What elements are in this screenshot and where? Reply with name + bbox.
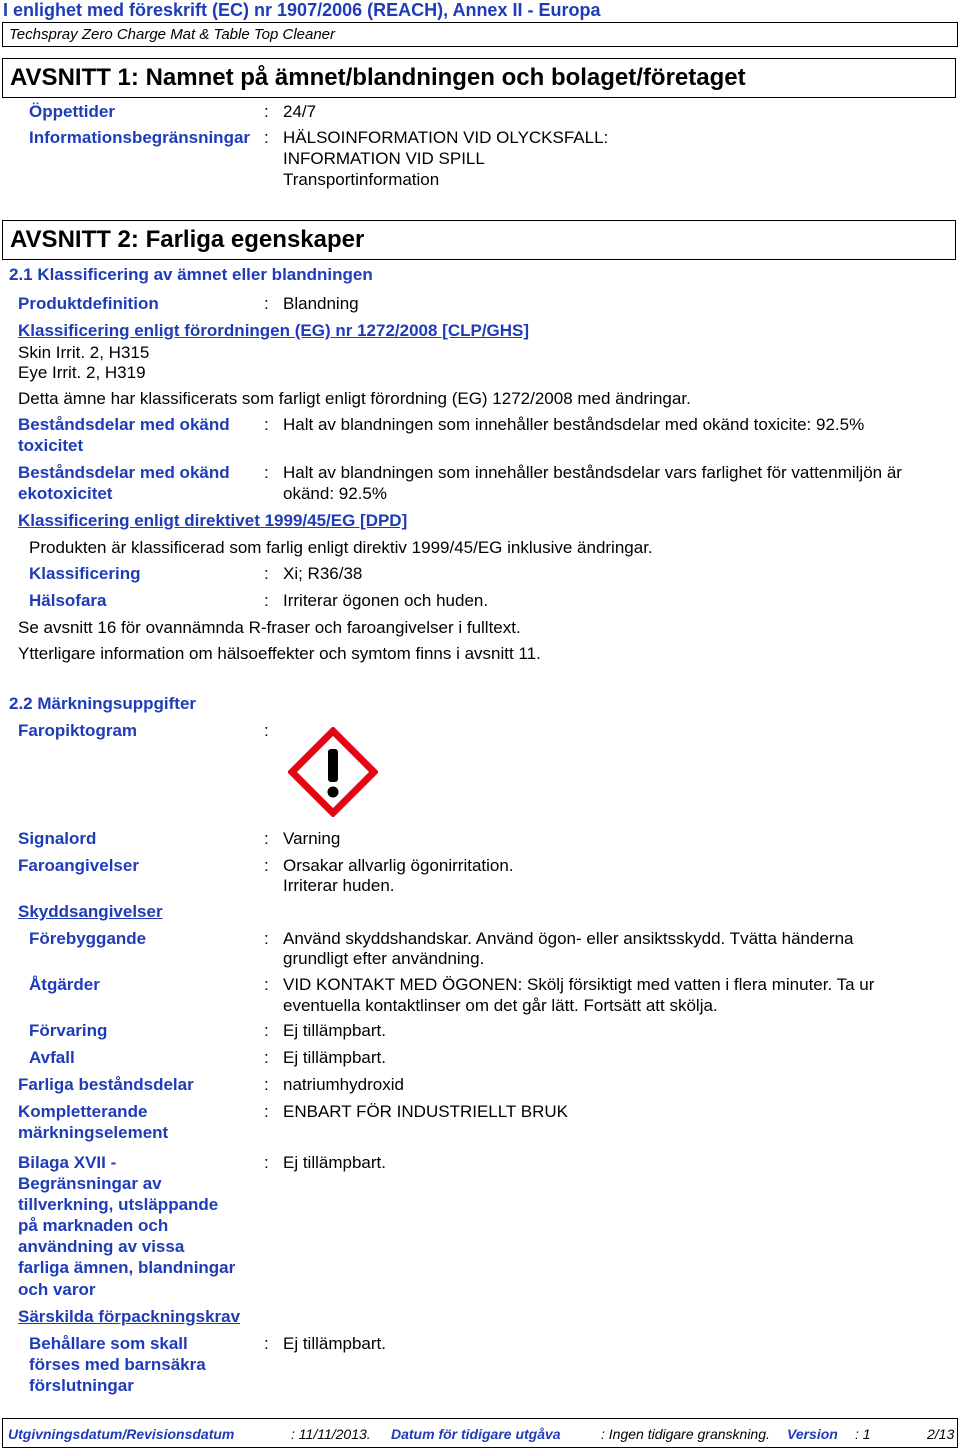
hazard-statement: Irriterar huden. [283,876,395,895]
ecotox-label: Beståndsdelar med okänd [18,463,230,482]
supplemental-value: ENBART FÖR INDUSTRIELLT BRUK [283,1102,568,1121]
signal-word-value: Varning [283,829,341,848]
response-value: eventuella kontaktlinser om det går lätt. Fortsätt att skölja. [283,996,718,1015]
classification-value: Xi; R36/38 [283,564,363,583]
hazard-statements-label: Faroangivelser [18,856,139,875]
note: Ytterligare information om hälsoeffekter och symtom finns i avsnitt 11. [18,644,541,663]
annex-xvii-label: farliga ämnen, blandningar [18,1258,236,1277]
child-resistant-label: förses med barnsäkra [29,1355,206,1374]
annex-xvii-value: Ej tillämpbart. [283,1153,386,1172]
annex-xvii-label: på marknaden och [18,1216,169,1235]
storage-value: Ej tillämpbart. [283,1021,386,1040]
colon: : [264,856,269,875]
colon: : [264,463,269,482]
hazardous-components-label: Farliga beståndsdelar [18,1075,194,1094]
dpd-note: Produkten är klassificerad som farlig enligt direktiv 1999/45/EG inklusive ändringar. [29,538,653,557]
dpd-heading: Klassificering enligt direktivet 1999/45/EG [DPD] [18,511,408,530]
prevention-value: Använd skyddshandskar. Använd ögon- eller ansiktsskydd. Tvätta händerna [283,929,854,948]
clp-note: Detta ämne har klassificerats som farligt enligt förordning (EG) 1272/2008 med ändringar. [18,389,691,408]
issue-date-label: Utgivningsdatum/Revisionsdatum [8,1426,235,1442]
section1-heading: AVSNITT 1: Namnet på ämnet/blandningen och bolaget/företaget [2,58,956,98]
colon: : [264,102,269,121]
document-title: I enlighet med föreskrift (EC) nr 1907/2006 (REACH), Annex II - Europa [3,0,601,20]
opening-hours-value: 24/7 [283,102,317,121]
disposal-label: Avfall [29,1048,75,1067]
info-line: INFORMATION VID SPILL [283,149,485,168]
subsection-2-1: 2.1 Klassificering av ämnet eller blandningen [9,265,373,284]
colon: : [264,1334,269,1353]
page-number: 2/13 [927,1426,955,1442]
clp-line: Skin Irrit. 2, H315 [18,343,150,362]
tox-label: Beståndsdelar med okänd [18,415,230,434]
hazard-statement: Orsakar allvarlig ögonirritation. [283,856,514,875]
product-name-bar [2,22,958,47]
health-hazard-label: Hälsofara [29,591,107,610]
annex-xvii-label: tillverkning, utsläppande [18,1195,219,1214]
annex-xvii-label: och varor [18,1280,96,1299]
colon: : [264,1102,269,1121]
product-name: Techspray Zero Charge Mat & Table Top Cleaner [9,26,336,43]
response-value: VID KONTAKT MED ÖGONEN: Skölj försiktigt med vatten i flera minuter. Ta ur [283,975,875,994]
colon: : [264,564,269,583]
issue-date-value: : 11/11/2013. [291,1426,371,1442]
exclamation-mark-hazard-icon [288,727,378,817]
product-definition-value: Blandning [283,294,359,313]
supplemental-label: Kompletterande [18,1102,148,1121]
version-label: Version [787,1426,838,1442]
response-label: Åtgärder [29,975,100,994]
disposal-value: Ej tillämpbart. [283,1048,386,1067]
note: Se avsnitt 16 för ovannämnda R-fraser och faroangivelser i fulltext. [18,618,521,637]
colon: : [264,1048,269,1067]
pictogram-label: Faropiktogram [18,721,138,740]
colon: : [264,975,269,994]
info-line: HÄLSOINFORMATION VID OLYCKSFALL: [283,128,609,147]
section2-heading: AVSNITT 2: Farliga egenskaper [2,220,956,260]
child-resistant-label: förslutningar [29,1376,134,1395]
tox-label: toxicitet [18,436,84,455]
health-hazard-value: Irriterar ögonen och huden. [283,591,489,610]
colon: : [264,294,269,313]
ecotox-label: ekotoxicitet [18,484,113,503]
storage-label: Förvaring [29,1021,108,1040]
annex-xvii-label: användning av vissa [18,1237,185,1256]
ecotox-value: Halt av blandningen som innehåller beståndsdelar vars farlighet för vattenmiljön är [283,463,902,482]
precautionary-heading: Skyddsangivelser [18,902,163,921]
opening-hours-label: Öppettider [29,102,115,121]
product-definition-label: Produktdefinition [18,294,159,313]
signal-word-label: Signalord [18,829,97,848]
annex-xvii-label: Bilaga XVII - [18,1153,117,1172]
classification-label: Klassificering [29,564,141,583]
colon: : [264,721,269,740]
colon: : [264,1021,269,1040]
footer-bar [2,1418,958,1448]
info-line: Transportinformation [283,170,440,189]
clp-line: Eye Irrit. 2, H319 [18,363,146,382]
annex-xvii-label: Begränsningar av [18,1174,162,1193]
colon: : [264,1075,269,1094]
colon: : [264,128,269,147]
tox-value: Halt av blandningen som innehåller beståndsdelar med okänd toxicite: 92.5% [283,415,865,434]
child-resistant-value: Ej tillämpbart. [283,1334,386,1353]
special-packaging-heading: Särskilda förpackningskrav [18,1307,241,1326]
previous-date-label: Datum för tidigare utgåva [391,1426,561,1442]
colon: : [264,829,269,848]
version-value: : 1 [855,1426,871,1442]
ecotox-value: okänd: 92.5% [283,484,387,503]
colon: : [264,929,269,948]
colon: : [264,1153,269,1172]
subsection-2-2: 2.2 Märkningsuppgifter [9,694,197,713]
hazardous-components-value: natriumhydroxid [283,1075,404,1094]
child-resistant-label: Behållare som skall [29,1334,188,1353]
prevention-label: Förebyggande [29,929,147,948]
colon: : [264,415,269,434]
prevention-value: grundligt efter användning. [283,949,485,968]
previous-date-value: : Ingen tidigare granskning. [601,1426,770,1442]
clp-heading: Klassificering enligt förordningen (EG) nr 1272/2008 [CLP/GHS] [18,321,530,340]
supplemental-label: märkningselement [18,1123,169,1142]
info-restrictions-label: Informationsbegränsningar [29,128,251,147]
colon: : [264,591,269,610]
